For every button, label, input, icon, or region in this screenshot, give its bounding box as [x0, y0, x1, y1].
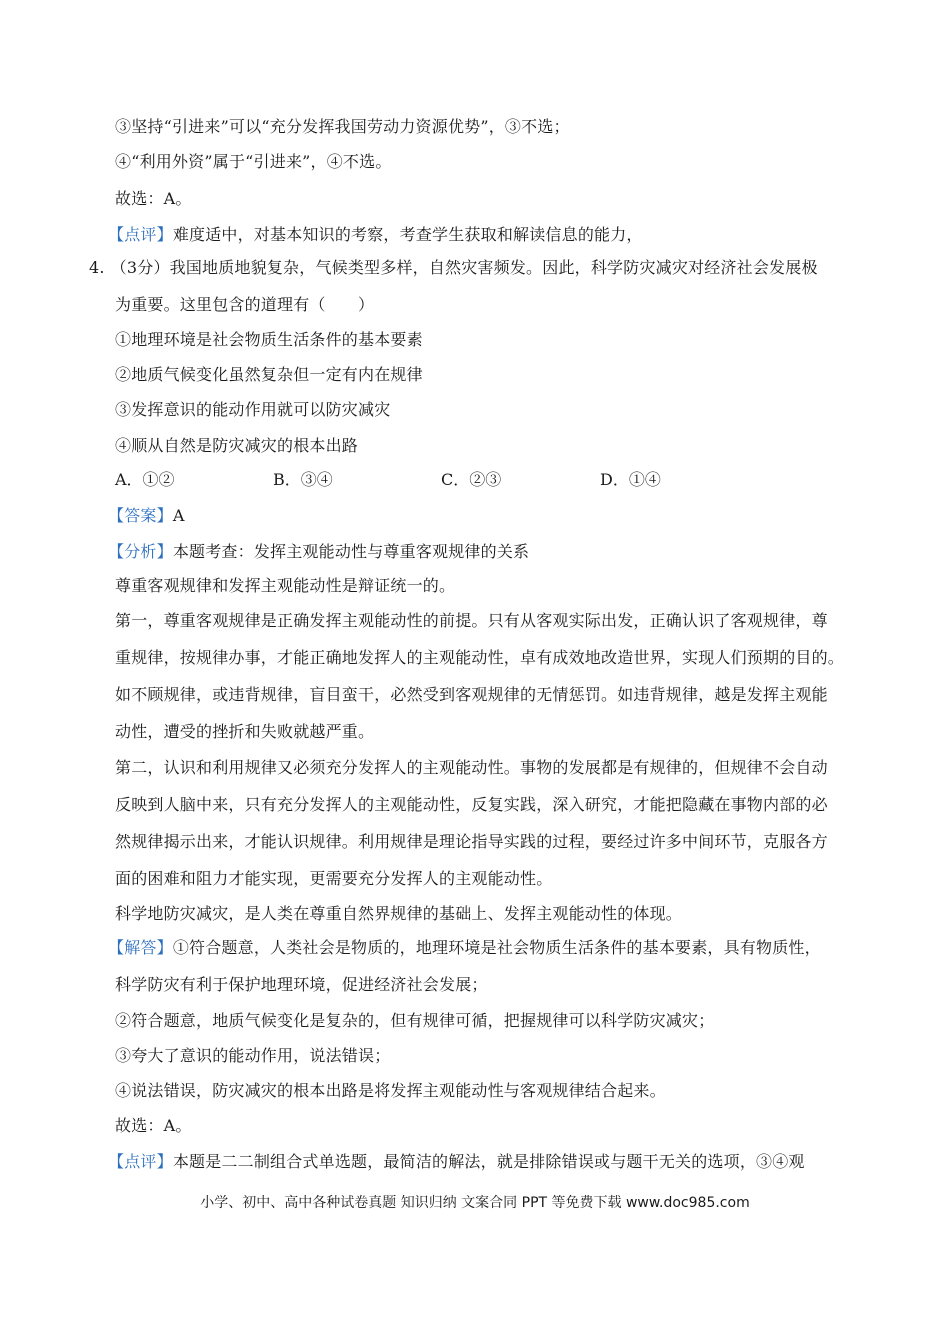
- statement-2: ②地质气候变化虽然复杂但一定有内在规律: [115, 365, 423, 384]
- solution-head: [108, 938, 821, 958]
- comment-tag: 【点评】: [108, 1152, 173, 1171]
- question-stem: （3分）我国地质地貌复杂，气候类型多样，自然灾害频发。因此，科学防灾减灾对经济社会发展极: [110, 258, 818, 277]
- analysis-line: 然规律揭示出来，才能认识规律。利用规律是理论指导实践的过程，要经过许多中间环节，克服各方: [115, 832, 828, 851]
- comment-text: 难度适中，对基本知识的考察，考查学生获取和解读信息的能力，: [172, 225, 643, 244]
- q4-comment: [108, 1152, 805, 1172]
- answer-line: [108, 506, 185, 526]
- analysis-head-text: 本题考查：发挥主观能动性与尊重客观规律的关系: [172, 542, 530, 561]
- page-footer: 小学、初中、高中各种试卷真题 知识归纳 文案合同 PPT 等免费下载 www.doc985.com: [200, 1195, 750, 1211]
- analysis-line: 如不顾规律，或违背规律，盲目蛮干，必然受到客观规律的无情惩罚。如违背规律，越是发挥主观能: [115, 685, 828, 704]
- answer-value: A: [172, 506, 185, 525]
- choice-a: A．①②: [115, 470, 175, 489]
- solution-line: ③夸大了意识的能动作用，说法错误；: [115, 1046, 391, 1065]
- analysis-line: 尊重客观规律和发挥主观能动性是辩证统一的。: [115, 576, 456, 595]
- analysis-line: 科学地防灾减灾，是人类在尊重自然界规律的基础上、发挥主观能动性的体现。: [115, 904, 683, 923]
- prev-line-2: ④“利用外资”属于“引进来”，④不选。: [115, 152, 392, 171]
- analysis-tag: 【分析】: [108, 542, 173, 561]
- choice-d: D．①④: [600, 470, 661, 489]
- solution-head-text: ①符合题意，人类社会是物质的，地理环境是社会物质生活条件的基本要素，具有物质性，: [172, 938, 821, 957]
- solution-tag: 【解答】: [108, 938, 173, 957]
- comment-tag: 【点评】: [108, 225, 173, 244]
- statement-4: ④顺从自然是防灾减灾的根本出路: [115, 436, 359, 455]
- analysis-line: 面的困难和阻力才能实现，更需要充分发挥人的主观能动性。: [115, 869, 553, 888]
- analysis-line: 第二，认识和利用规律又必须充分发挥人的主观能动性。事物的发展都是有规律的，但规律不会自动: [115, 758, 828, 777]
- statement-3: ③发挥意识的能动作用就可以防灾减灾: [115, 400, 391, 419]
- prev-comment: [108, 225, 643, 245]
- choice-c: C．②③: [441, 470, 502, 489]
- solution-line: 科学防灾有利于保护地理环境，促进经济社会发展；: [115, 975, 488, 994]
- solution-line: 故选：A。: [115, 1116, 192, 1135]
- analysis-head: [108, 542, 529, 562]
- question-number: 4.: [89, 258, 105, 277]
- question-4-stem-line-2: 为重要。这里包含的道理有（ ）: [115, 295, 375, 314]
- analysis-line: 第一，尊重客观规律是正确发挥主观能动性的前提。只有从客观实际出发，正确认识了客观规律，尊: [115, 611, 828, 630]
- answer-tag: 【答案】: [108, 506, 173, 525]
- prev-line-3: 故选：A。: [115, 189, 192, 208]
- analysis-line: 动性，遭受的挫折和失败就越严重。: [115, 722, 375, 741]
- solution-line: ②符合题意，地质气候变化是复杂的，但有规律可循，把握规律可以科学防灾减灾；: [115, 1011, 715, 1030]
- comment-text: 本题是二二制组合式单选题，最简洁的解法，就是排除错误或与题干无关的选项，③④观: [172, 1152, 805, 1171]
- solution-line: ④说法错误，防灾减灾的根本出路是将发挥主观能动性与客观规律结合起来。: [115, 1081, 666, 1100]
- prev-line-1: ③坚持“引进来”可以“充分发挥我国劳动力资源优势”，③不选；: [115, 117, 570, 136]
- choice-b: B．③④: [273, 470, 333, 489]
- question-4-stem-line-1: [89, 258, 818, 278]
- statement-1: ①地理环境是社会物质生活条件的基本要素: [115, 330, 423, 349]
- analysis-line: 反映到人脑中来，只有充分发挥人的主观能动性，反复实践，深入研究，才能把隐藏在事物内部的必: [115, 795, 828, 814]
- analysis-line: 重规律，按规律办事，才能正确地发挥人的主观能动性，卓有成效地改造世界，实现人们预期的目的。: [115, 648, 845, 667]
